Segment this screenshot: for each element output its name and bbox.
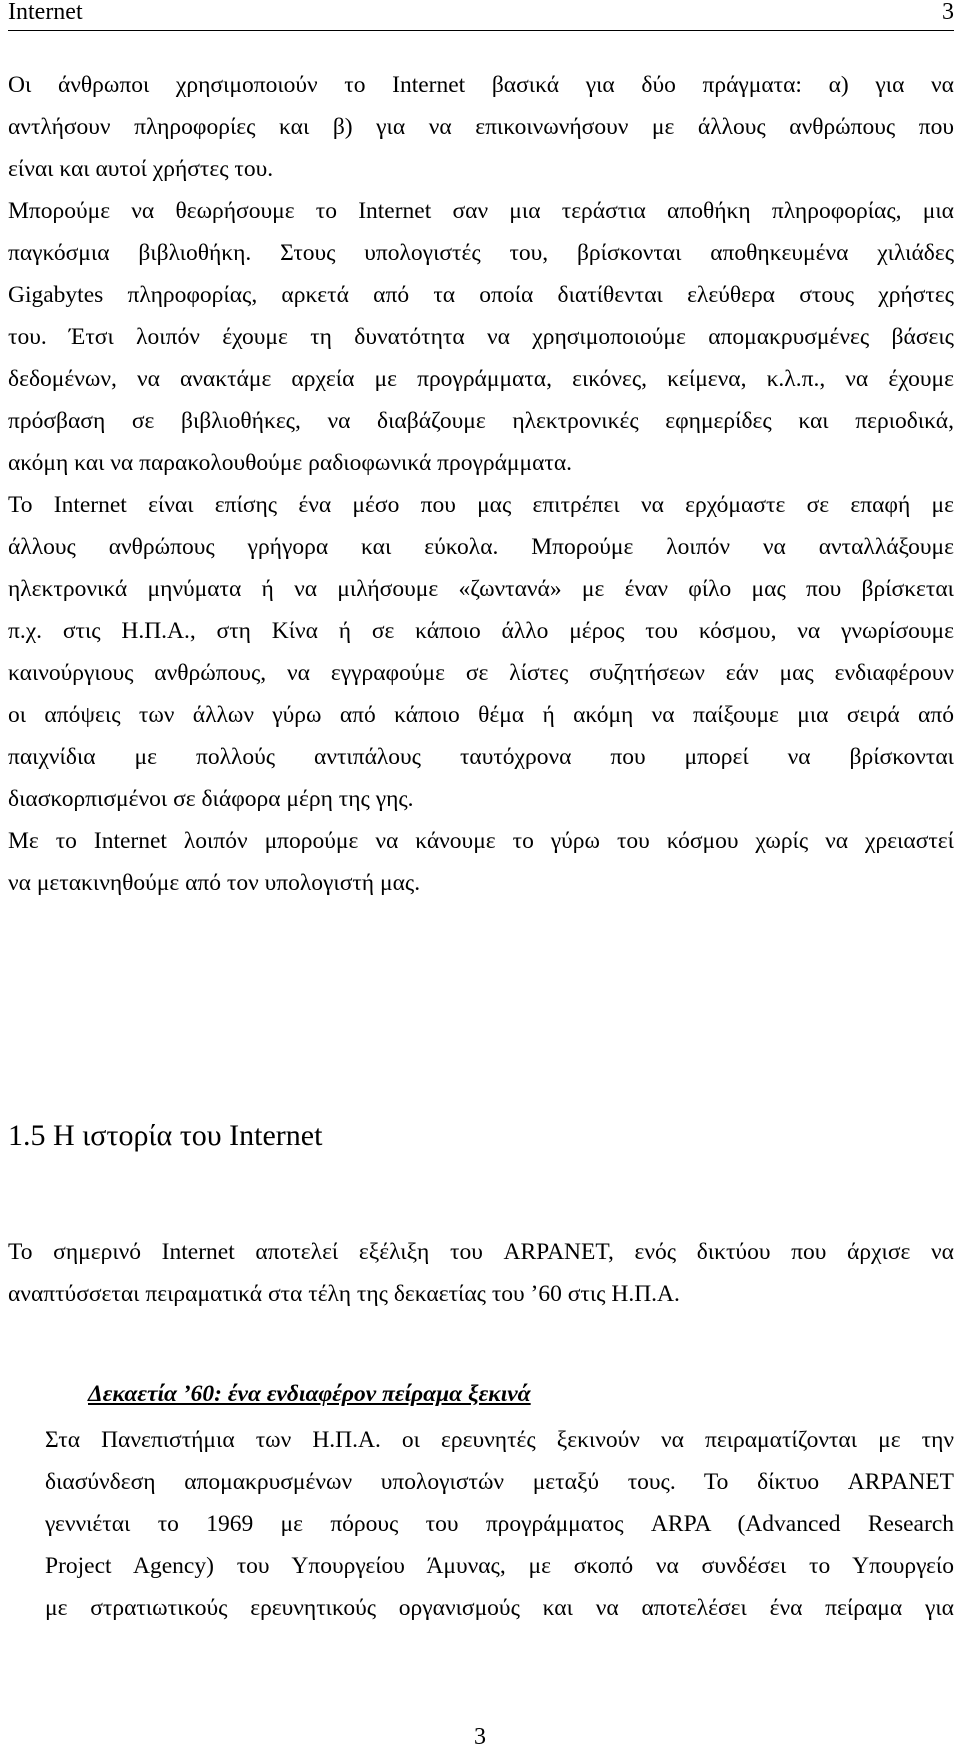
header-page-number: 3 bbox=[942, 0, 954, 25]
text-line: Στα Πανεπιστήμια των Η.Π.Α. οι ερευνητές ξεκινούν να πειραματίζονται με την bbox=[45, 1427, 954, 1453]
text-line: αναπτύσσεται πειραματικά στα τέλη της δεκαετίας του ’60 στις Η.Π.Α. bbox=[8, 1281, 680, 1307]
text-line: Project Agency) του Υπουργείου Άμυνας, με σκοπό να συνδέσει το Υπουργείο bbox=[45, 1553, 954, 1579]
text-line: Μπορούμε να θεωρήσουμε το Internet σαν μια τεράστια αποθήκη πληροφορίας, μια bbox=[8, 198, 954, 224]
text-line: καινούργιους ανθρώπους, να εγγραφούμε σε λίστες συζητήσεων εάν μας ενδιαφέρουν bbox=[8, 660, 954, 686]
footer-page-number: 3 bbox=[474, 1724, 486, 1750]
text-line: οι απόψεις των άλλων γύρω από κάποιο θέμα ή ακόμη να παίξουμε μια σειρά από bbox=[8, 702, 954, 728]
text-line: Οι άνθρωποι χρησιμοποιούν το Internet βασικά για δύο πράγματα: α) για να bbox=[8, 72, 954, 98]
text-line: Gigabytes πληροφορίας, αρκετά από τα οποία διατίθενται ελεύθερα στους χρήστες bbox=[8, 282, 954, 308]
page-header bbox=[8, 0, 954, 31]
text-line: ηλεκτρονικά μηνύματα ή να μιλήσουμε «ζωντανά» με έναν φίλο μας που βρίσκεται bbox=[8, 576, 954, 602]
text-line: ακόμη και να παρακολουθούμε ραδιοφωνικά προγράμματα. bbox=[8, 450, 573, 476]
text-line: Το σημερινό Internet αποτελεί εξέλιξη του ARPANET, ενός δικτύου που άρχισε να bbox=[8, 1239, 954, 1265]
text-line: διασύνδεση απομακρυσμένων υπολογιστών μεταξύ τους. Το δίκτυο ARPANET bbox=[45, 1469, 954, 1495]
decade-paragraph bbox=[45, 1419, 954, 1629]
text-line: πρόσβαση σε βιβλιοθήκες, να διαβάζουμε ηλεκτρονικές εφημερίδες και περιοδικά, bbox=[8, 408, 954, 434]
text-line: π.χ. στις Η.Π.Α., στη Κίνα ή σε κάποιο άλλο μέρος του κόσμου, να γνωρίσουμε bbox=[8, 618, 954, 644]
intro-paragraph bbox=[8, 1231, 954, 1315]
subsection-heading: Δεκαετία ’60: ένα ενδιαφέρον πείραμα ξεκινά bbox=[88, 1381, 531, 1407]
text-line: Με το Internet λοιπόν μπορούμε να κάνουμε το γύρω του κόσμου χωρίς να χρειαστεί bbox=[8, 828, 954, 854]
header-title: Internet bbox=[8, 0, 83, 25]
text-line: δεδομένων, να ανακτάμε αρχεία με προγράμματα, εικόνες, κείμενα, κ.λ.π., να έχουμε bbox=[8, 366, 954, 392]
text-line: παιχνίδια με πολλούς αντιπάλους ταυτόχρονα που μπορεί να βρίσκονται bbox=[8, 744, 954, 770]
body-text bbox=[8, 64, 954, 904]
text-line: διασκορπισμένοι σε διάφορα μέρη της γης. bbox=[8, 786, 414, 812]
text-line: του. Έτσι λοιπόν έχουμε τη δυνατότητα να χρησιμοποιούμε απομακρυσμένες βάσεις bbox=[8, 324, 954, 350]
text-line: γεννιέται το 1969 με πόρους του προγράμματος ARPA (Advanced Research bbox=[45, 1511, 954, 1537]
section-heading: 1.5 Η ιστορία του Internet bbox=[8, 1119, 323, 1152]
text-line: άλλους ανθρώπους γρήγορα και εύκολα. Μπορούμε λοιπόν να ανταλλάξουμε bbox=[8, 534, 954, 560]
text-line: παγκόσμια βιβλιοθήκη. Στους υπολογιστές του, βρίσκονται αποθηκευμένα χιλιάδες bbox=[8, 240, 954, 266]
text-line: είναι και αυτοί χρήστες του. bbox=[8, 156, 274, 182]
text-line: να μετακινηθούμε από τον υπολογιστή μας. bbox=[8, 870, 421, 896]
text-line: Το Internet είναι επίσης ένα μέσο που μας επιτρέπει να ερχόμαστε σε επαφή με bbox=[8, 492, 954, 518]
text-line: με στρατιωτικούς ερευνητικούς οργανισμούς και να αποτελέσει ένα πείραμα για bbox=[45, 1595, 954, 1621]
text-line: αντλήσουν πληροφορίες και β) για να επικοινωνήσουν με άλλους ανθρώπους που bbox=[8, 114, 954, 140]
